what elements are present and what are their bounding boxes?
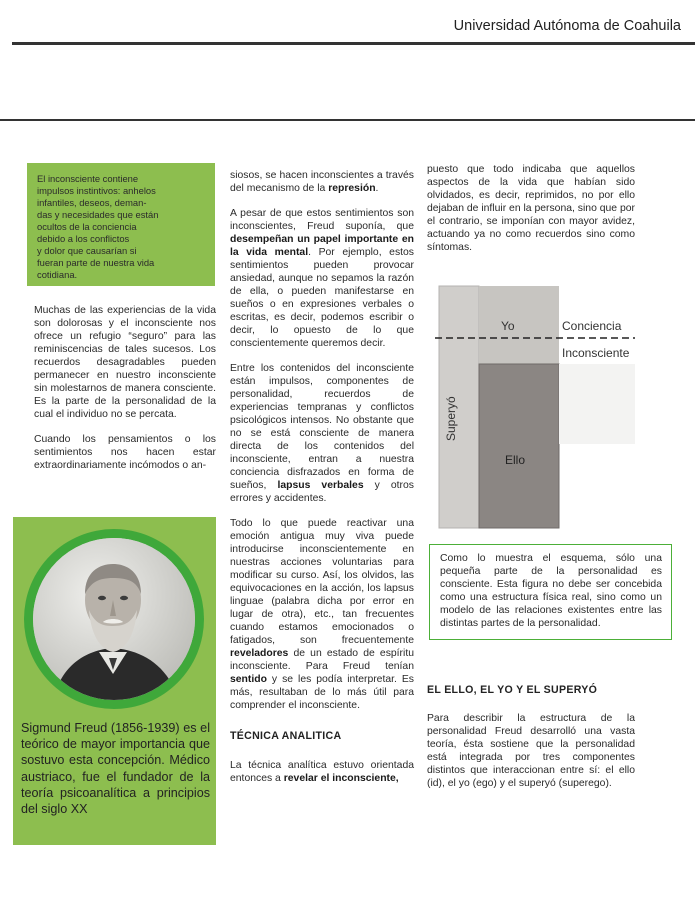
paragraph: Para describir la estructura de la personalidad Freud desarrolló una vasta teoría, ésta sostiene que la personalidad está integrada por tres componentes distintos que interaccionan entre sí: el ello (id), el yo (ego) y el superyó (superego).: [427, 713, 635, 789]
note-line: El inconsciente contiene: [37, 173, 139, 184]
bold-term: lapsus verbales: [277, 480, 364, 491]
text-run: siosos, se hacen inconscientes a través del mecanismo de la: [230, 170, 414, 194]
paragraph: [230, 207, 414, 350]
label-superyo: Superyó: [444, 396, 458, 441]
note-line: debido a los conflictos: [37, 233, 130, 244]
freud-portrait-image: [33, 538, 195, 700]
label-ello: Ello: [505, 453, 526, 467]
text-run: y otros errores y accidentes.: [230, 480, 414, 504]
bold-term: desempeñan un papel importante en la vida mental: [230, 234, 414, 258]
header-title: Universidad Autónoma de Coahuila: [453, 18, 681, 34]
label-conciencia: Conciencia: [562, 319, 622, 333]
note-box: [27, 163, 215, 286]
text-run: Entre los contenidos del inconsciente están impulsos, componentes de personalidad, recuerdos de experiencias tempranas y conflictos psicológicos intensos. No obstante que no se está consciente de manera directa de los contenidos del inconsciente, entran a nuestra conciencia disfrazados en forma de sueños,: [230, 363, 414, 491]
note-line: ocultos de la conciencia: [37, 221, 137, 232]
diagram-figure: [435, 283, 635, 533]
section-heading: TÉCNICA ANALITICA: [230, 730, 342, 742]
label-yo: Yo: [501, 319, 515, 333]
bold-term: revelar el inconsciente,: [283, 773, 399, 784]
freud-panel: [13, 517, 216, 845]
column-1-text: [34, 304, 216, 472]
text-run: Todo lo que puede reactivar una emoción antigua muy viva puede introducirse inconscientemente en nuestras acciones voluntarias para modificar su curso. Así, los olvidos, las equivocaciones en la acción, los lapsus linguae (palabra dicha por error en lugar de otra), etc., tan frecuentes cuando estamos emocionados o fatigados, son frecuentemente: [230, 518, 414, 646]
text-run: La técnica analítica estuvo orientada entonces a: [230, 760, 414, 784]
label-inconsciente: Inconsciente: [562, 346, 630, 360]
paragraph: [230, 169, 414, 195]
text-run: .: [375, 183, 379, 194]
note-line: infantiles, deseos, deman-: [37, 197, 147, 208]
column-3-bottom-text: [427, 712, 635, 790]
diagram-note-box: [429, 544, 672, 640]
column-2-text: [230, 169, 414, 785]
paragraph: Cuando los pensamientos o los sentimientos nos hacen estar extraordinariamente incómodos o an-: [34, 434, 216, 471]
paragraph: [230, 362, 414, 505]
text-run: A pesar de que estos sentimientos son inconscientes, Freud suponía, que: [230, 208, 414, 232]
text-run: y se les podía interpretar. Es más, resultaban de lo más útil para comprender el inconsciente.: [230, 674, 414, 711]
note-line: das y necesidades que están: [37, 209, 159, 220]
paragraph: puesto que todo indicaba que aquellos aspectos de la vida que habían sido olvidados, es decir, reprimidos, no por ello dejaban de influir en la persona, sino que por el contrario, se imponían con mayor avidez, actuando ya no como recuerdos sino como síntomas.: [427, 164, 635, 253]
text-run: de un estado de espíritu inconsciente. Para Freud tenían: [230, 648, 414, 672]
note-box-text: [37, 173, 197, 281]
section-heading: EL ELLO, EL YO Y EL SUPERYÓ: [427, 684, 598, 696]
note-line: impulsos instintivos: anhelos: [37, 185, 156, 196]
diagram-note-text: Como lo muestra el esquema, sólo una pequeña parte de la personalidad es consciente. Esta figura no debe ser concebida como una estructura física real, sino como un modelo de las relaciones existentes entre las distintas partes de la personalidad.: [440, 553, 662, 629]
paragraph: [230, 517, 414, 712]
portrait-ring: [24, 529, 204, 709]
paragraph: Muchas de las experiencias de la vida son dolorosas y el inconsciente nos ofrece un refugio “seguro” para las reminiscencias de tales sucesos. Los recuerdos desagradables pueden permanecer en nuestro inconsciente sin molestarnos de manera consciente. Es la parte de la personalidad de la cual el individuo no se percata.: [34, 305, 216, 420]
bold-term: reveladores: [230, 648, 289, 659]
section-divider: [0, 119, 695, 121]
note-line: cotidiana.: [37, 269, 78, 280]
text-run: . Por ejemplo, estos sentimientos pueden provocar ansiedad, aunque no sepamos la razón de ella, o pueden manifestarse en sueños o en expresiones verbales o escritas, es decir, podemos escribir o decir, lo opuesto de lo que conscientemente queremos decir.: [230, 247, 414, 349]
portrait-illustration: [33, 538, 195, 700]
bold-term: represión: [328, 183, 376, 194]
header-rule: [12, 42, 695, 45]
paragraph: [230, 759, 414, 785]
note-line: y dolor que causarían si: [37, 245, 137, 256]
freud-caption: Sigmund Freud (1856-1939) es el teórico de mayor importancia que sostuvo esta concepción. Médico austriaco, fue el fundador de la teoría psicoanalítica a principios del siglo XX: [21, 721, 210, 817]
personality-diagram: [435, 283, 635, 533]
note-line: fueran parte de nuestra vida: [37, 257, 155, 268]
bold-term: sentido: [230, 674, 267, 685]
column-3-text: [427, 163, 635, 254]
